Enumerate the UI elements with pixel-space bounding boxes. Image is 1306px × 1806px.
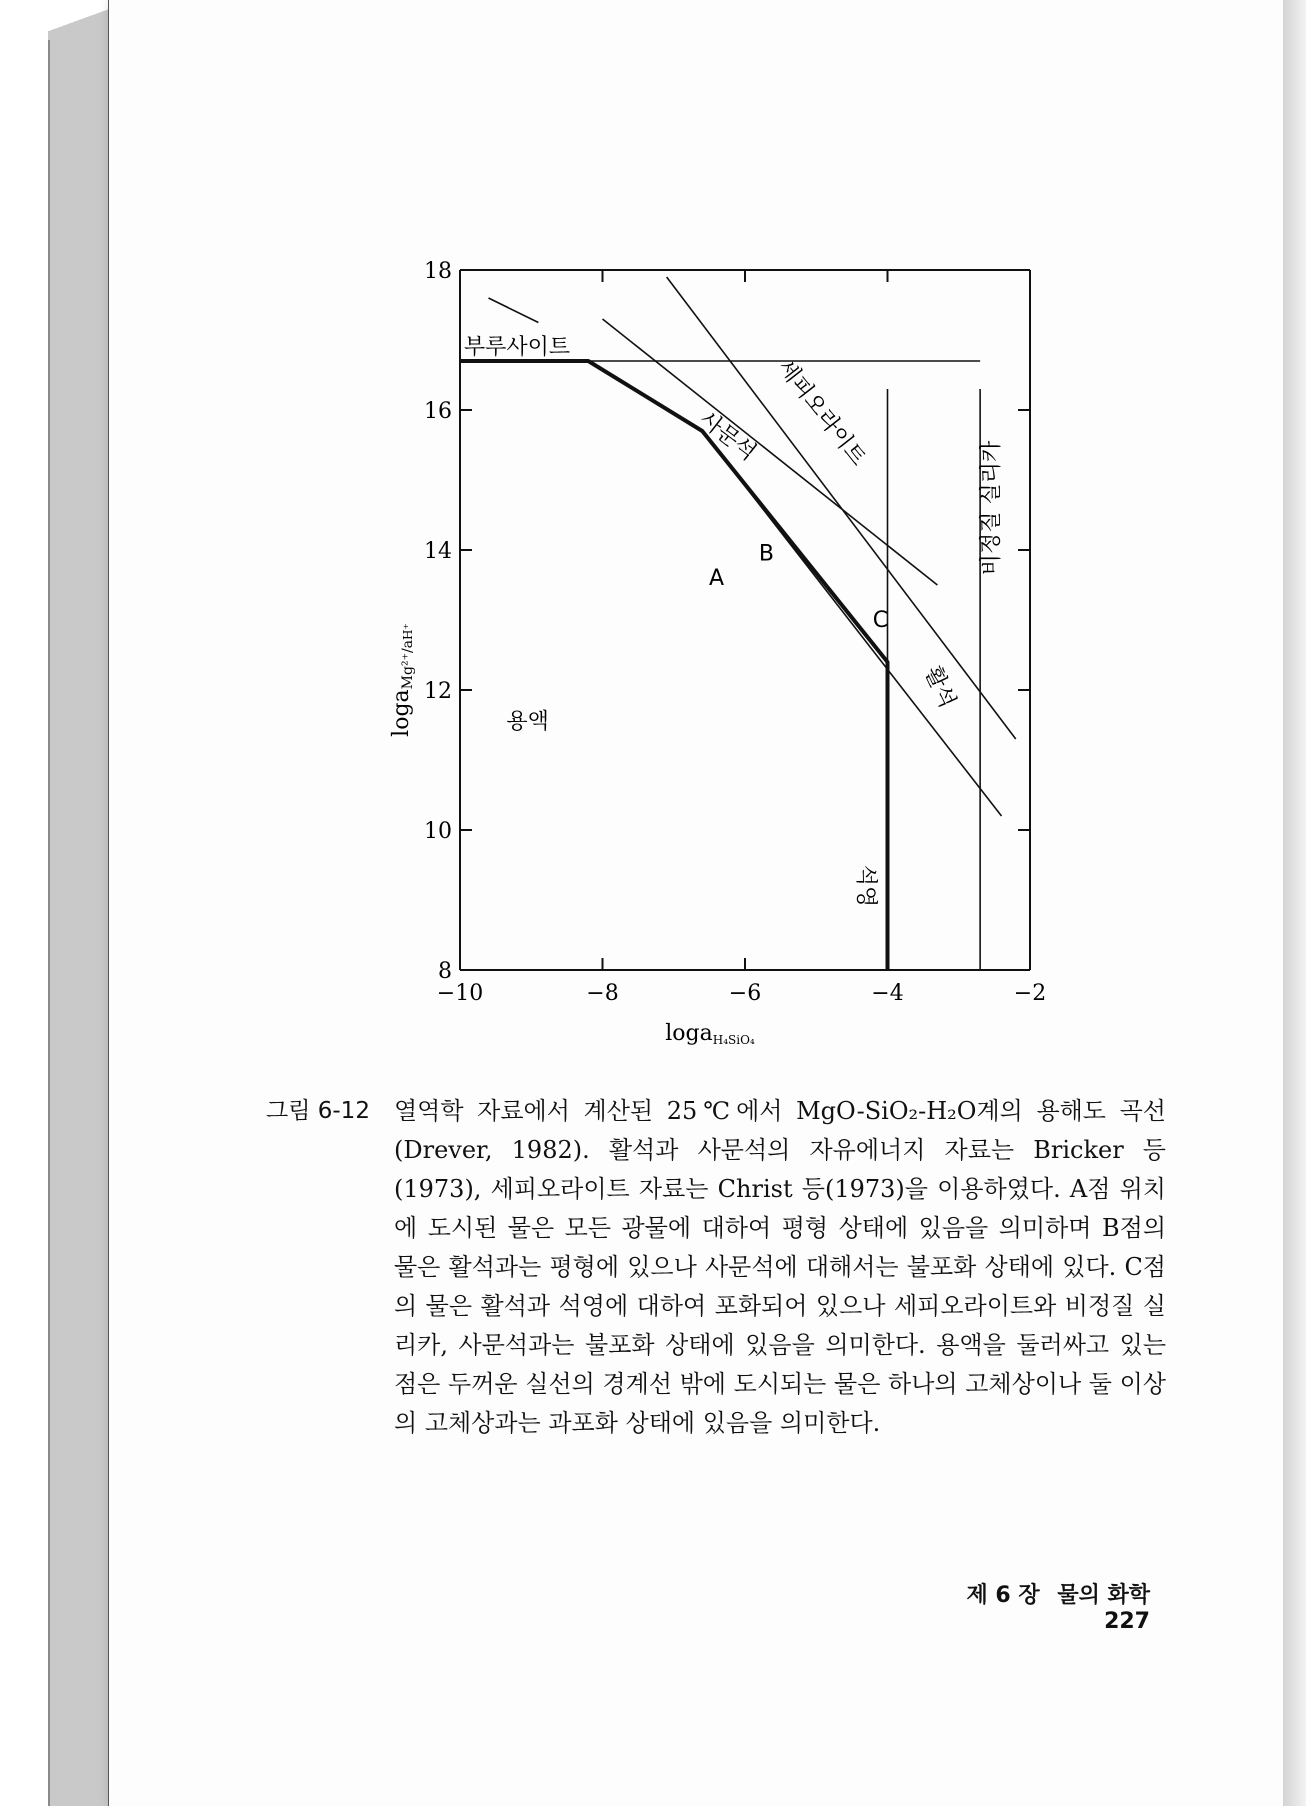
chapter-number: 제 6 장 (966, 1583, 1040, 1608)
chart-annotation-label: 비정질 실리카 (978, 440, 1004, 576)
x-axis-label (665, 1021, 755, 1047)
y-axis-label-main: loga (389, 689, 414, 737)
chart-annotation-label: 용액 (506, 709, 549, 735)
chart-annotation-label: B (758, 541, 774, 567)
chapter-title: 물의 화학 (1057, 1583, 1150, 1608)
chart-annotation-label: 사문석 (694, 406, 761, 466)
page-number: 227 (1104, 1609, 1150, 1634)
book-spine (48, 0, 112, 1806)
series-line (460, 361, 888, 970)
book-spine-corner (48, 0, 110, 40)
chart-annotation-label: 세피오라이트 (772, 355, 871, 471)
chart-annotation-label: 석영 (853, 864, 878, 908)
series-line (667, 277, 1016, 739)
x-tick-label: −10 (436, 981, 484, 1006)
series-line (489, 298, 539, 323)
page-footer (900, 1578, 1150, 1634)
x-tick-label: −8 (586, 981, 619, 1006)
x-axis-label-sub: H₄SiO₄ (712, 1033, 755, 1047)
y-axis-label-sub2: H⁺ (401, 623, 415, 640)
y-tick-label: 8 (438, 959, 452, 984)
y-tick-label: 16 (424, 399, 452, 424)
chart-annotation-label: C (872, 608, 889, 633)
chart-annotations (464, 335, 1004, 907)
y-axis-label-sub: Mg²⁺/a (400, 639, 416, 690)
y-tick-label: 12 (424, 679, 452, 704)
y-tick-label: 18 (424, 259, 452, 284)
x-tick-label: −4 (871, 981, 904, 1006)
y-tick-label: 14 (424, 539, 452, 564)
chart-annotation-label: 활석 (919, 662, 961, 712)
y-tick-label: 10 (424, 819, 452, 844)
figure-caption (266, 1092, 1166, 1443)
solubility-chart (380, 250, 1060, 1050)
y-axis-label (389, 623, 416, 737)
caption-label: 그림 6-12 (266, 1098, 370, 1124)
chart-annotation-label: 부루사이트 (463, 335, 571, 360)
caption-text: 열역학 자료에서 계산된 25℃에서 MgO-SiO₂-H₂O계의 용해도 곡선 (Drever, 1982). 활석과 사문석의 자유에너지 자료는 Bricker 등(1973), 세피오라이트 자료는 Christ 등(1973)을 이용하였다. A점 위치에 도시된 물은 모든 광물에 대하여 평형 상태에 있음을 의미하며 B점의 물은 활석과는 평형에 있으나 사문석에 대해서는 불포화 상태에 있다. C점의 물은 활석과 석영에 대하여 포화되어 있으나 세피오라이트와 비정질 실리카, 사문석과는 불포화 상태에 있음을 의미한다. 용액을 둘러싸고 있는 점은 두꺼운 실선의 경계선 밖에 도시되는 물은 하나의 고체상이나 둘 이상의 고체상과는 과포화 상태에 있음을 의미한다. (394, 1097, 1166, 1437)
x-axis-label-main: loga (665, 1021, 713, 1046)
chart-axes (424, 259, 1046, 1006)
page-right-edge (1283, 0, 1306, 1806)
x-tick-label: −6 (728, 981, 762, 1006)
x-tick-label: −2 (1013, 981, 1047, 1006)
chart-series-lines (460, 277, 1016, 970)
chart-annotation-label: A (708, 566, 725, 591)
